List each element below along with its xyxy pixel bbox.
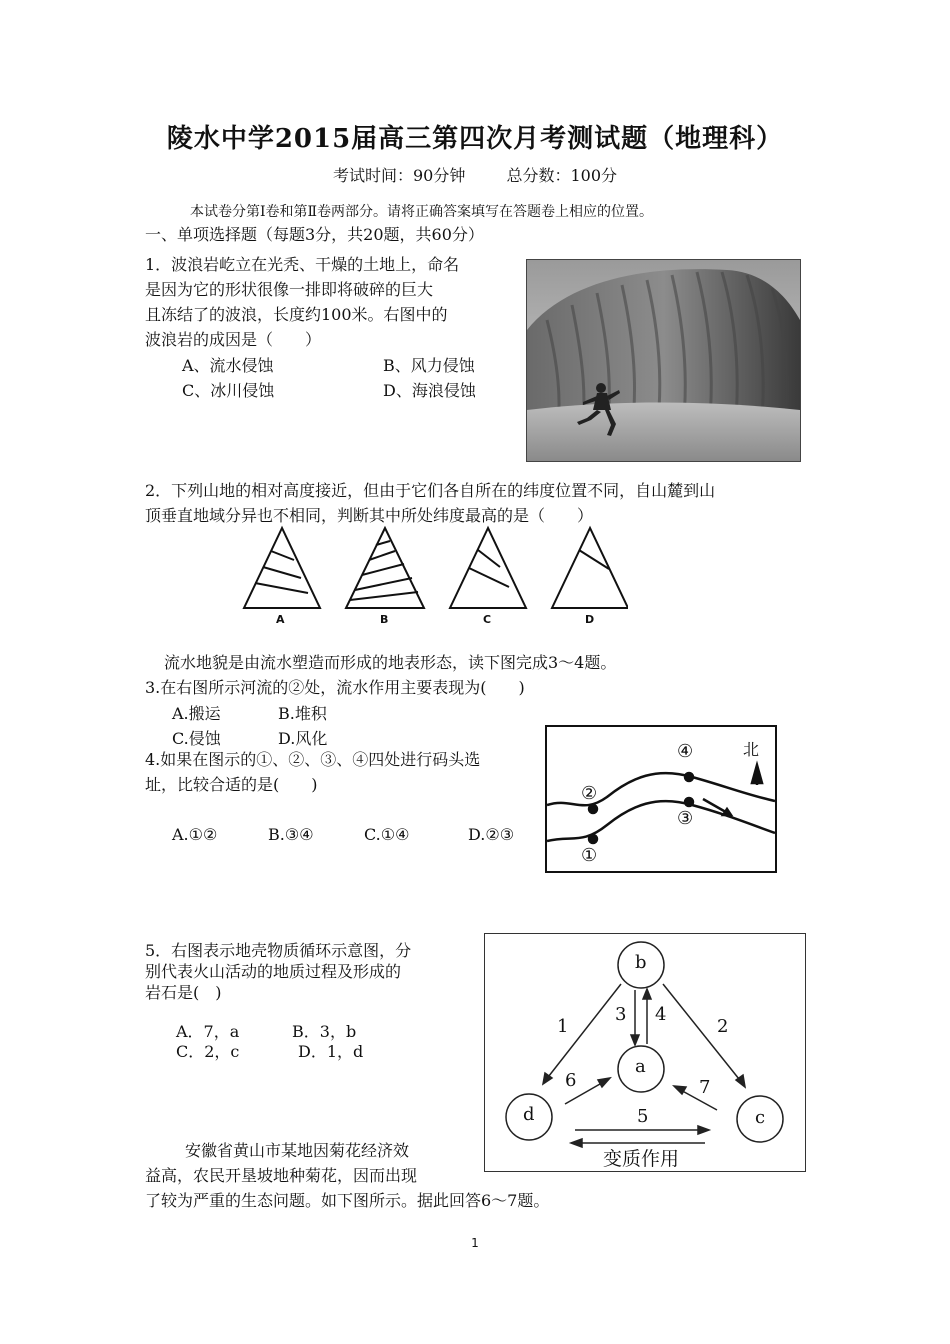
q67-intro-line: 益高，农民开垦坡地种菊花，因而出现 [145,1166,418,1185]
q3-option-a[interactable]: A.搬运 [172,704,221,723]
question-2-line: 2．下列山地的相对高度接近，但由于它们各自所在的纬度位置不同，自山麓到山 [145,481,716,500]
question-1 [145,252,525,352]
question-4 [145,747,535,797]
mountain-label-a: A [276,613,285,626]
arrow-5-label: 5 [637,1106,649,1127]
question-1-line: 且冻结了的波浪，长度约100米。右图中的 [145,305,448,324]
question-2-line: 顶垂直地域分异也不相同，判断其中所处纬度最高的是（ ） [145,506,594,525]
river-map [545,725,777,873]
mountain-label-c: C [483,613,492,626]
arrow-2-label: 2 [717,1016,729,1037]
exam-info [0,163,950,186]
arrow-3-label: 3 [615,1004,627,1025]
node-d-label: d [523,1104,535,1125]
mountain-label-d: D [585,613,595,626]
mountain-zones-figure [238,520,628,632]
river-south-bank [547,801,775,841]
exam-time: 考试时间：90分钟 [332,166,466,185]
question-5-line: 别代表火山活动的地质过程及形成的 [145,962,402,981]
mountain-label-b: B [380,613,389,626]
question-1-line: 波浪岩的成因是（ ） [145,330,322,349]
q5-option-c[interactable]: C．2，c [176,1042,240,1061]
mountain-b [346,528,424,608]
q4-option-d[interactable]: D.②③ [468,825,515,844]
arrow-6-label: 6 [565,1070,577,1091]
section-heading: 一、单项选择题（每题3分，共20题，共60分） [145,225,484,244]
point-3-label: ③ [677,808,694,829]
point-4-label: ④ [677,741,694,762]
exam-instructions: 本试卷分第Ⅰ卷和第Ⅱ卷两部分。请将正确答案填写在答题卷上相应的位置。 [190,204,654,220]
wave-rock-photo [526,259,801,462]
point-2-label: ② [581,783,598,804]
q67-intro-line: 安徽省黄山市某地因菊花经济效 [185,1141,410,1160]
q3-option-b[interactable]: B.堆积 [278,704,327,723]
q4-option-c[interactable]: C.①④ [364,825,410,844]
q1-option-d[interactable]: D、海浪侵蚀 [383,381,476,400]
arrow-4-label: 4 [655,1004,667,1025]
q4-option-a[interactable]: A.①② [172,825,218,844]
metamorphism-caption: 变质作用 [603,1148,680,1170]
q1-option-a[interactable]: A、流水侵蚀 [182,356,274,375]
q1-option-c[interactable]: C、冰川侵蚀 [182,381,275,400]
question-1-line: 1．波浪岩屹立在光秃、干燥的土地上，命名 [145,255,460,274]
mountain-d [552,528,628,608]
page-number: 1 [471,1236,479,1250]
page-title: 陵水中学2015届高三第四次月考测试题（地理科） [166,124,784,154]
question-3: 3.在右图所示河流的②处，流水作用主要表现为( ) [145,678,525,697]
q3-option-c[interactable]: C.侵蚀 [172,729,221,748]
mountain-a [244,528,320,608]
arrow-7-label: 7 [699,1077,711,1098]
mountain-c [450,528,526,608]
q5-option-b[interactable]: B．3，b [292,1022,357,1041]
rock-cycle-diagram [484,933,806,1172]
north-label: 北 [743,740,760,759]
question-1-line: 是因为它的形状很像一排即将破碎的巨大 [145,280,434,299]
q4-option-b[interactable]: B.③④ [268,825,314,844]
exam-score: 总分数：100分 [506,166,617,185]
q5-option-d[interactable]: D．1，d [298,1042,364,1061]
q1-option-b[interactable]: B、风力侵蚀 [383,356,475,375]
node-c-label: c [755,1107,766,1128]
q67-intro-line: 了较为严重的生态问题。如下图所示。据此回答6～7题。 [145,1191,550,1210]
arrow-1-label: 1 [557,1016,569,1037]
point-1-label: ① [581,845,598,866]
question-5 [145,940,475,1003]
q3-option-d[interactable]: D.风化 [278,729,328,748]
q5-option-a[interactable]: A．7，a [176,1022,240,1041]
q34-intro: 流水地貌是由流水塑造而形成的地表形态，读下图完成3～4题。 [164,653,617,672]
node-b-label: b [635,952,647,973]
question-5-line: 岩石是( ) [145,983,222,1002]
question-4-line: 址，比较合适的是( ) [145,775,318,794]
question-4-line: 4.如果在图示的①、②、③、④四处进行码头选 [145,750,481,769]
question-5-line: 5．右图表示地壳物质循环示意图，分 [145,941,412,960]
node-a-label: a [635,1056,646,1077]
